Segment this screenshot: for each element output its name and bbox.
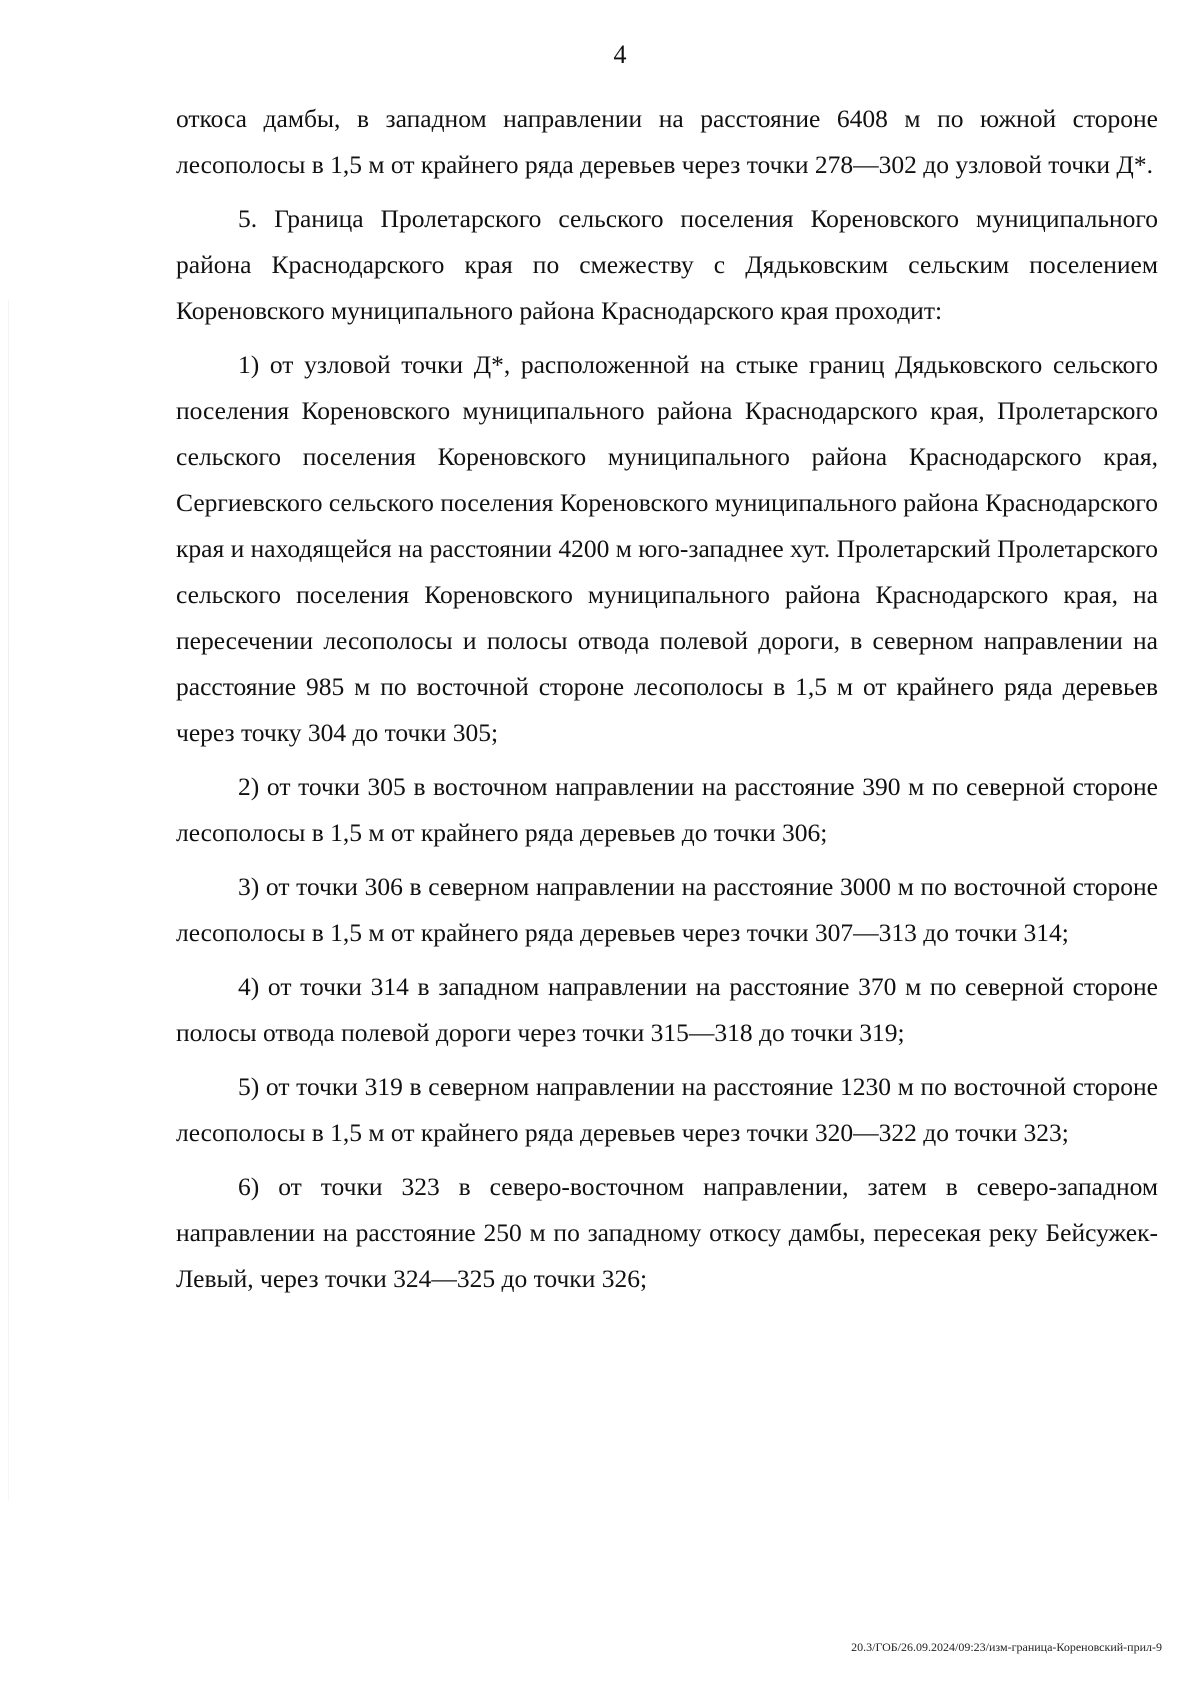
paragraph-section-5: 5. Граница Пролетарского сельского поселения Кореновского муниципального района Краснодарского края по смежеству с Дядьковским сельским поселением Кореновского муниципального района Краснодарского края проходит: — [176, 204, 1158, 325]
paragraph-item-3: 3) от точки 306 в северном направлении на расстояние 3000 м по восточной стороне лесополосы в 1,5 м от крайнего ряда деревьев через точки 307—313 до точки 314; — [176, 872, 1158, 947]
paragraph-item-5: 5) от точки 319 в северном направлении на расстояние 1230 м по восточной стороне лесополосы в 1,5 м от крайнего ряда деревьев через точки 320—322 до точки 323; — [176, 1072, 1158, 1147]
paragraph-item-2: 2) от точки 305 в восточном направлении на расстояние 390 м по северной стороне лесополосы в 1,5 м от крайнего ряда деревьев до точки 306; — [176, 772, 1158, 847]
paragraph-item-1: 1) от узловой точки Д*, расположенной на стыке границ Дядьковского сельского поселения Кореновского муниципального района Краснодарского края, Пролетарского сельского поселения Кореновского муниципального района Краснодарского края, Сергиевского сельского поселения Кореновского муниципального района Краснодарского края и находящейся на расстоянии 4200 м юго-западнее хут. Пролетарский Пролетарского сельского поселения Кореновского муниципального района Краснодарского края, на пересечении лесополосы и полосы отвода полевой дороги, в северном направлении на расстояние 985 м по восточной стороне лесополосы в 1,5 м от крайнего ряда деревьев через точку 304 до точки 305; — [176, 350, 1158, 747]
paragraph-item-4: 4) от точки 314 в западном направлении на расстояние 370 м по северной стороне полосы отвода полевой дороги через точки 315—318 до точки 319; — [176, 972, 1158, 1047]
paragraph-continuation: откоса дамбы, в западном направлении на расстояние 6408 м по южной стороне лесополосы в 1,5 м от крайнего ряда деревьев через точки 278—302 до узловой точки Д*. — [176, 104, 1158, 179]
document-footer-code: 20.3/ГОБ/26.09.2024/09:23/изм-граница-Кореновский-прил-9 — [851, 1640, 1162, 1654]
paragraph-item-6: 6) от точки 323 в северо-восточном направлении, затем в северо-западном направлении на расстояние 250 м по западному откосу дамбы, пересекая реку Бейсужек-Левый, через точки 324—325 до точки 326; — [176, 1172, 1158, 1293]
page-number: 4 — [613, 40, 627, 69]
scan-edge-mark — [8, 300, 9, 1500]
document-body — [176, 96, 1158, 1310]
